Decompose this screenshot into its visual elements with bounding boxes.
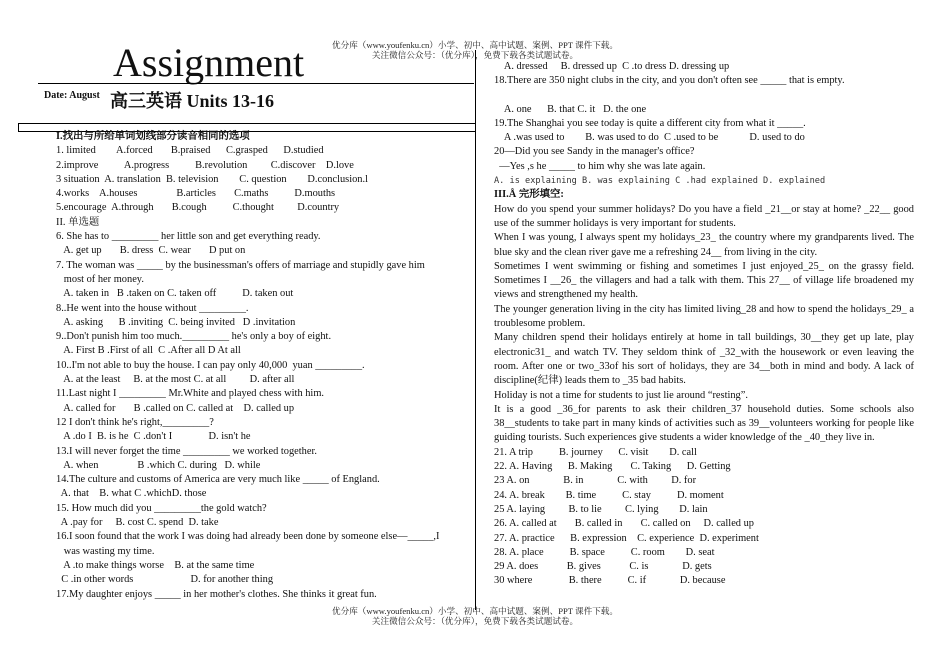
cloze-option-line: 24. A. break B. time C. stay D. moment [494, 489, 724, 501]
cloze-option-line: 30 where B. there C. if D. because [494, 575, 726, 587]
header-line-1: 优分库（www.youfenku.cn）小学、初中、高中试题、案例、PPT 课件下载。 [332, 40, 618, 50]
question-line: 16.I soon found that the work I was doing had already been done by someone else—_____,I [56, 531, 440, 543]
cloze-option-line: 28. A. place B. space C. room D. seat [494, 546, 715, 558]
question-line: 3 situation A. translation B. television C. question D.conclusion.l [56, 173, 368, 185]
question-line: C .in other words D. for another thing [56, 574, 274, 586]
passage-paragraph: How do you spend your summer holidays? Do you have a field _21__or stay at home? _22__ good use of the summer holidays is very important for students. [494, 203, 914, 229]
right-line-4: A .was used to B. was used to do C .used to be D. used to do [494, 132, 805, 144]
question-line: A. taken in B .taken on C. taken off D. taken out [56, 288, 294, 300]
cloze-option-line: 23 A. on B. in C. with D. for [494, 475, 697, 487]
question-line: A. asking B .inviting C. being invited D .invitation [56, 316, 296, 328]
question-line: 15. How much did you _________the gold watch? [56, 502, 267, 514]
cloze-option-line: 29 A. does B. gives C. is D. gets [494, 561, 712, 573]
passage-paragraph: Holiday is not a time for students to just lie around “resting”. [494, 389, 748, 401]
cloze-option-line: 22. A. Having B. Making C. Taking D. Getting [494, 461, 731, 473]
section-3-heading: III.Å 完形填空: [494, 189, 564, 201]
question-line: A. at the least B. at the most C. at all D. after all [56, 374, 295, 386]
question-line: 1. limited A.forced B.praised C.grasped D.studied [56, 145, 324, 157]
passage-paragraph: Many children spend their holidays entirely at home in tall buildings, 30__they get up late, play electronic31_ and watch TV. They seldom think of _32_with the housework or even leaving the room. After one or two_33of his sort of holidays, they are 34__both in mind and body. A lack of discipline(纪律) leads them to _35 bad habits. [494, 332, 914, 387]
question-line: 8..He went into the house without _________. [56, 302, 249, 314]
column-divider [475, 50, 476, 610]
question-line: 4.works A.houses B.articles C.maths D.mouths [56, 188, 336, 200]
question-line: was wasting my time. [56, 545, 155, 557]
question-line: 7. The woman was _____ by the businessman's offers of marriage and stupidly gave him [56, 259, 425, 271]
question-line: 10..I'm not able to buy the house. I can pay only 40,000 yuan _________. [56, 359, 365, 371]
right-line-5: 20—Did you see Sandy in the manager's office? [494, 146, 695, 158]
right-line-1: 18.There are 350 night clubs in the city, and you don't often see _____ that is empty. [494, 75, 845, 87]
cloze-option-line: 21. A trip B. journey C. visit D. call [494, 446, 697, 458]
question-line: 5.encourage A.through B.cough C.thought D.country [56, 202, 340, 214]
cloze-passage [494, 203, 914, 446]
section-heading: I.找出与所给单词划线部分读音相同的选项 [56, 131, 250, 142]
question-line: A. that B. what C .whichD. those [56, 488, 207, 500]
page-title: Assignment [113, 40, 305, 85]
question-line: A. when B .which C. during D. while [56, 459, 261, 471]
question-line: 9..Don't punish him too much._________ he's only a boy of eight. [56, 331, 332, 343]
units-title: 高三英语 Units 13-16 [110, 91, 275, 111]
question-line: 12 I don't think he's right,_________? [56, 416, 214, 428]
question-line: 11.Last night I _________ Mr.White and played chess with him. [56, 388, 324, 400]
question-line: A. called for B .called on C. called at D. called up [56, 402, 295, 414]
question-line: 6. She has to _________ her little son and get everything ready. [56, 231, 321, 243]
right-line-6: —Yes ,s he _____ to him why she was late again. [494, 160, 706, 172]
cloze-option-line: 27. A. practice B. expression C. experience D. experiment [494, 532, 759, 544]
passage-paragraph: Sometimes I went swimming or fishing and sometimes I just enjoyed_25_ on the grassy field. Sometimes I __26_ the villagers and had a talk with them. This 27__ of village life broadened my views and strengthened my health. [494, 260, 914, 301]
passage-paragraph: When I was young, I always spent my holidays_23_ the country where my grandparents lived. The blue sky and the clean river gave me a refreshing 24__ from living in the city. [494, 232, 914, 258]
question-line: A .do I B. is he C .don't I D. isn't he [56, 431, 251, 443]
question-line: 17.My daughter enjoys _____ in her mother's clothes. She thinks it great fun. [56, 588, 377, 600]
title-underline [38, 83, 474, 84]
cloze-option-line: 25 A. laying B. to lie C. lying D. lain [494, 503, 708, 515]
question-line: A. get up B. dress C. wear D put on [56, 245, 246, 257]
question-line: A .to make things worse B. at the same time [56, 559, 255, 571]
question-line: 2.improve A.progress B.revolution C.discover D.love [56, 159, 354, 171]
question-line: A .pay for B. cost C. spend D. take [56, 517, 219, 529]
right-column [494, 60, 914, 589]
right-line-2: A. one B. that C. it D. the one [494, 103, 647, 115]
cloze-options [494, 446, 914, 589]
right-line-3: 19.The Shanghai you see today is quite a different city from what it _____. [494, 117, 806, 129]
passage-paragraph: It is a good _36_for parents to ask their children_37 household duties. Some schools also 38__students to take part in many kinds of activities such as 39__volunteers working for people like guiding tourists. Such experiences give students a wider knowledge of the _40_they live in. [494, 403, 914, 444]
question-line: A. First B .First of all C .After all D At all [56, 345, 241, 357]
question-line: most of her money. [56, 273, 144, 285]
date-label: Date: August [44, 90, 100, 101]
cloze-option-line: 26. A. called at B. called in C. called on D. called up [494, 518, 754, 530]
left-column [56, 130, 466, 602]
passage-paragraph: The younger generation living in the city has limited living_28 and how to spend the holidays_29_ a troublesome problem. [494, 303, 914, 330]
section-heading: II. 单选题 [56, 216, 100, 228]
header-line-2: 关注微信公众号：（优分库），免费下载各类试题试卷。 [371, 50, 579, 60]
footer-line-1: 优分库（www.youfenku.cn）小学、初中、高中试题、案例、PPT 课件下载。 [332, 606, 618, 616]
q20-options: A. is explaining B. was explaining C .had explained D. explained [494, 176, 826, 187]
question-line: 14.The culture and customs of America are very much like _____ of England. [56, 474, 380, 486]
right-line-0: A. dressed B. dressed up C .to dress D. dressing up [494, 61, 730, 72]
footer-line-2: 关注微信公众号：（优分库），免费下载各类试题试卷。 [371, 616, 579, 626]
question-line: 13.I will never forget the time _________ we worked together. [56, 445, 317, 457]
